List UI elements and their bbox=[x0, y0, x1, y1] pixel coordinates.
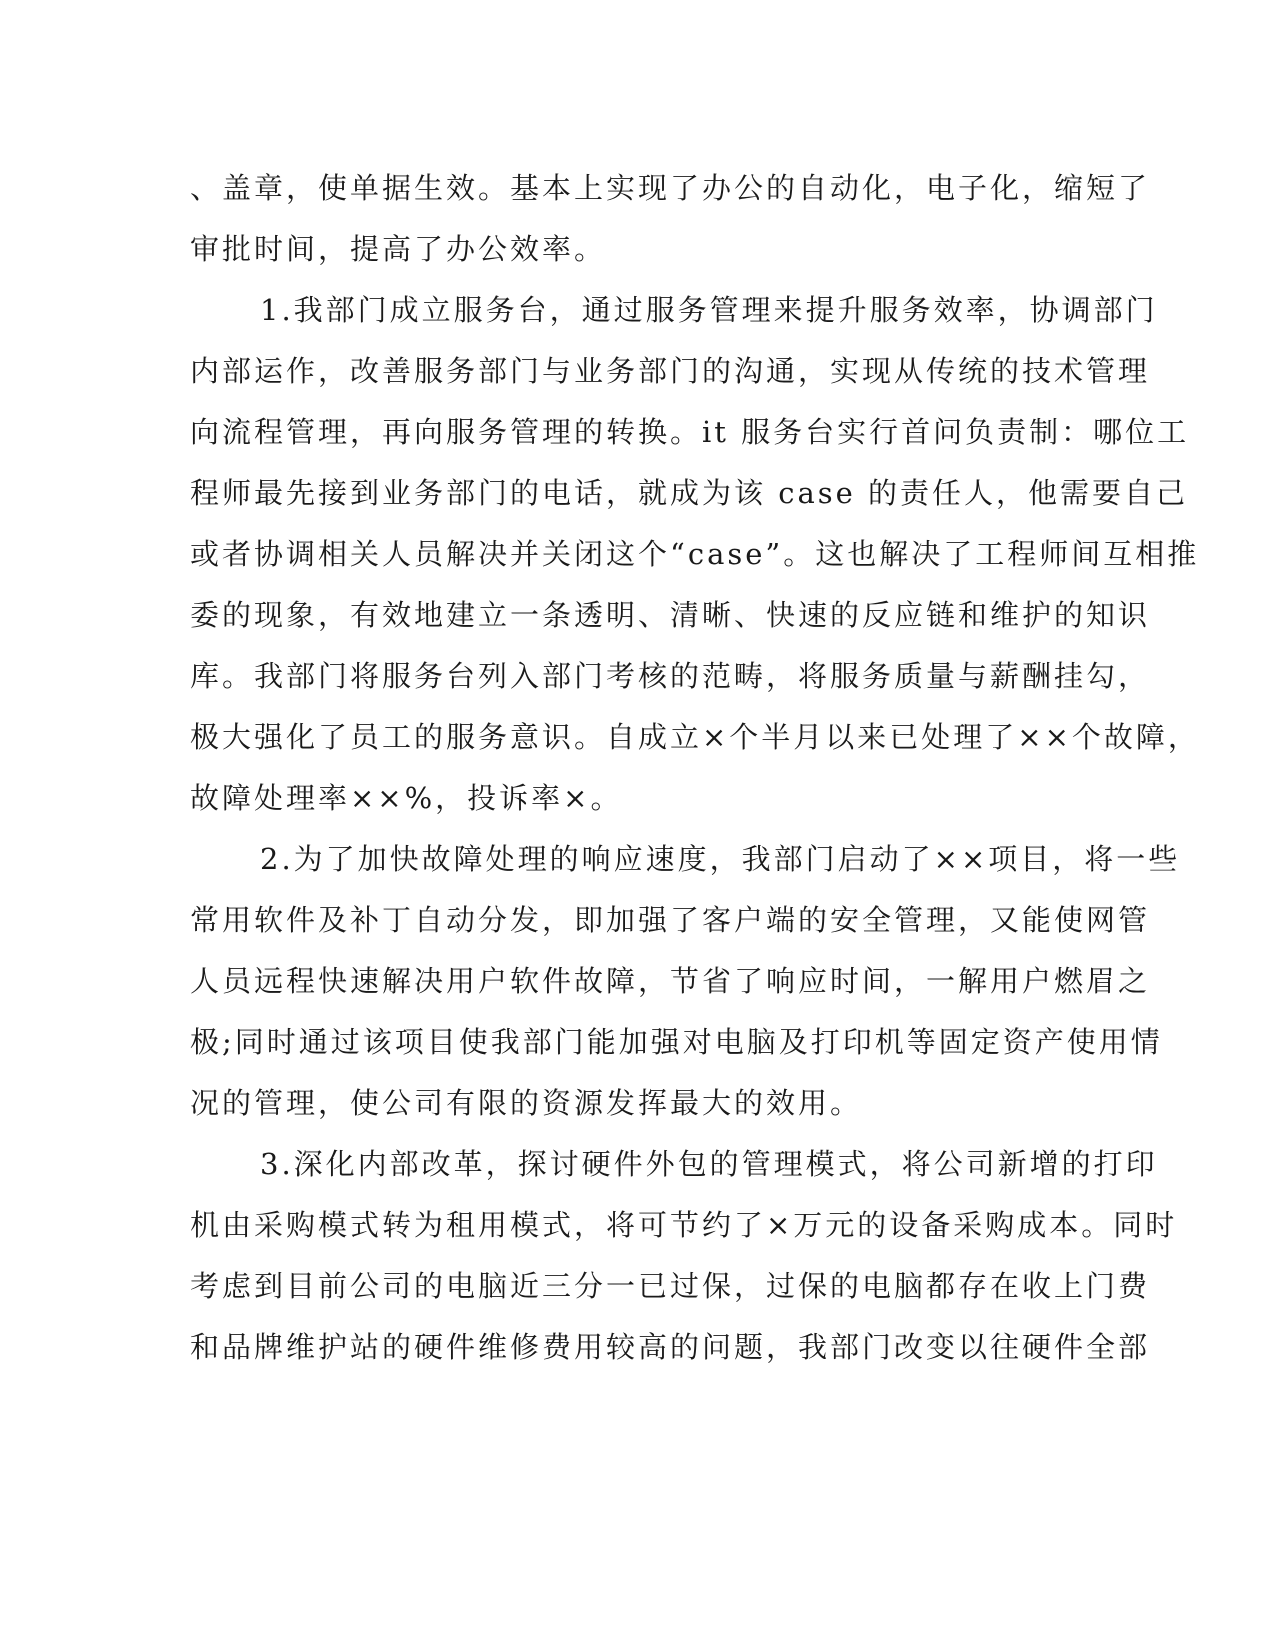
text-line: 和品牌维护站的硬件维修费用较高的问题，我部门改变以往硬件全部 bbox=[190, 1330, 1151, 1364]
text-line: 审批时间，提高了办公效率。 bbox=[190, 232, 607, 266]
paragraph-response-speed bbox=[190, 829, 1181, 1134]
text-line: 故障处理率××%，投诉率×。 bbox=[190, 781, 623, 815]
text-line: 、盖章，使单据生效。基本上实现了办公的自动化，电子化，缩短了 bbox=[190, 171, 1151, 205]
text-line: 内部运作，改善服务部门与业务部门的沟通，实现从传统的技术管理 bbox=[190, 354, 1151, 388]
text-line: 2.为了加快故障处理的响应速度，我部门启动了××项目，将一些 bbox=[260, 842, 1181, 876]
document-body bbox=[190, 158, 1200, 1378]
text-line: 库。我部门将服务台列入部门考核的范畴，将服务质量与薪酬挂勾， bbox=[190, 659, 1151, 693]
text-line: 3.深化内部改革，探讨硬件外包的管理模式，将公司新增的打印 bbox=[260, 1147, 1158, 1181]
paragraph-continuation bbox=[190, 158, 1151, 280]
text-line: 机由采购模式转为租用模式，将可节约了×万元的设备采购成本。同时 bbox=[190, 1208, 1178, 1242]
text-line: 常用软件及补丁自动分发，即加强了客户端的安全管理，又能使网管 bbox=[190, 903, 1151, 937]
text-line: 况的管理，使公司有限的资源发挥最大的效用。 bbox=[190, 1086, 863, 1120]
text-line: 委的现象，有效地建立一条透明、清晰、快速的反应链和维护的知识 bbox=[190, 598, 1151, 632]
text-line: 向流程管理，再向服务管理的转换。it 服务台实行首问负责制：哪位工 bbox=[190, 415, 1190, 449]
paragraph-outsourcing bbox=[190, 1134, 1178, 1378]
text-line: 人员远程快速解决用户软件故障，节省了响应时间，一解用户燃眉之 bbox=[190, 964, 1151, 998]
text-line: 考虑到目前公司的电脑近三分一已过保，过保的电脑都存在收上门费 bbox=[190, 1269, 1151, 1303]
text-line: 程师最先接到业务部门的电话，就成为该 case 的责任人，他需要自己 bbox=[190, 476, 1189, 510]
text-line: 极;同时通过该项目使我部门能加强对电脑及打印机等固定资产使用情 bbox=[190, 1025, 1163, 1059]
text-line: 1.我部门成立服务台，通过服务管理来提升服务效率，协调部门 bbox=[260, 293, 1158, 327]
text-line: 或者协调相关人员解决并关闭这个“case”。这也解决了工程师间互相推 bbox=[190, 537, 1200, 571]
text-line: 极大强化了员工的服务意识。自成立×个半月以来已处理了××个故障， bbox=[190, 720, 1200, 754]
paragraph-service-desk bbox=[190, 280, 1200, 829]
